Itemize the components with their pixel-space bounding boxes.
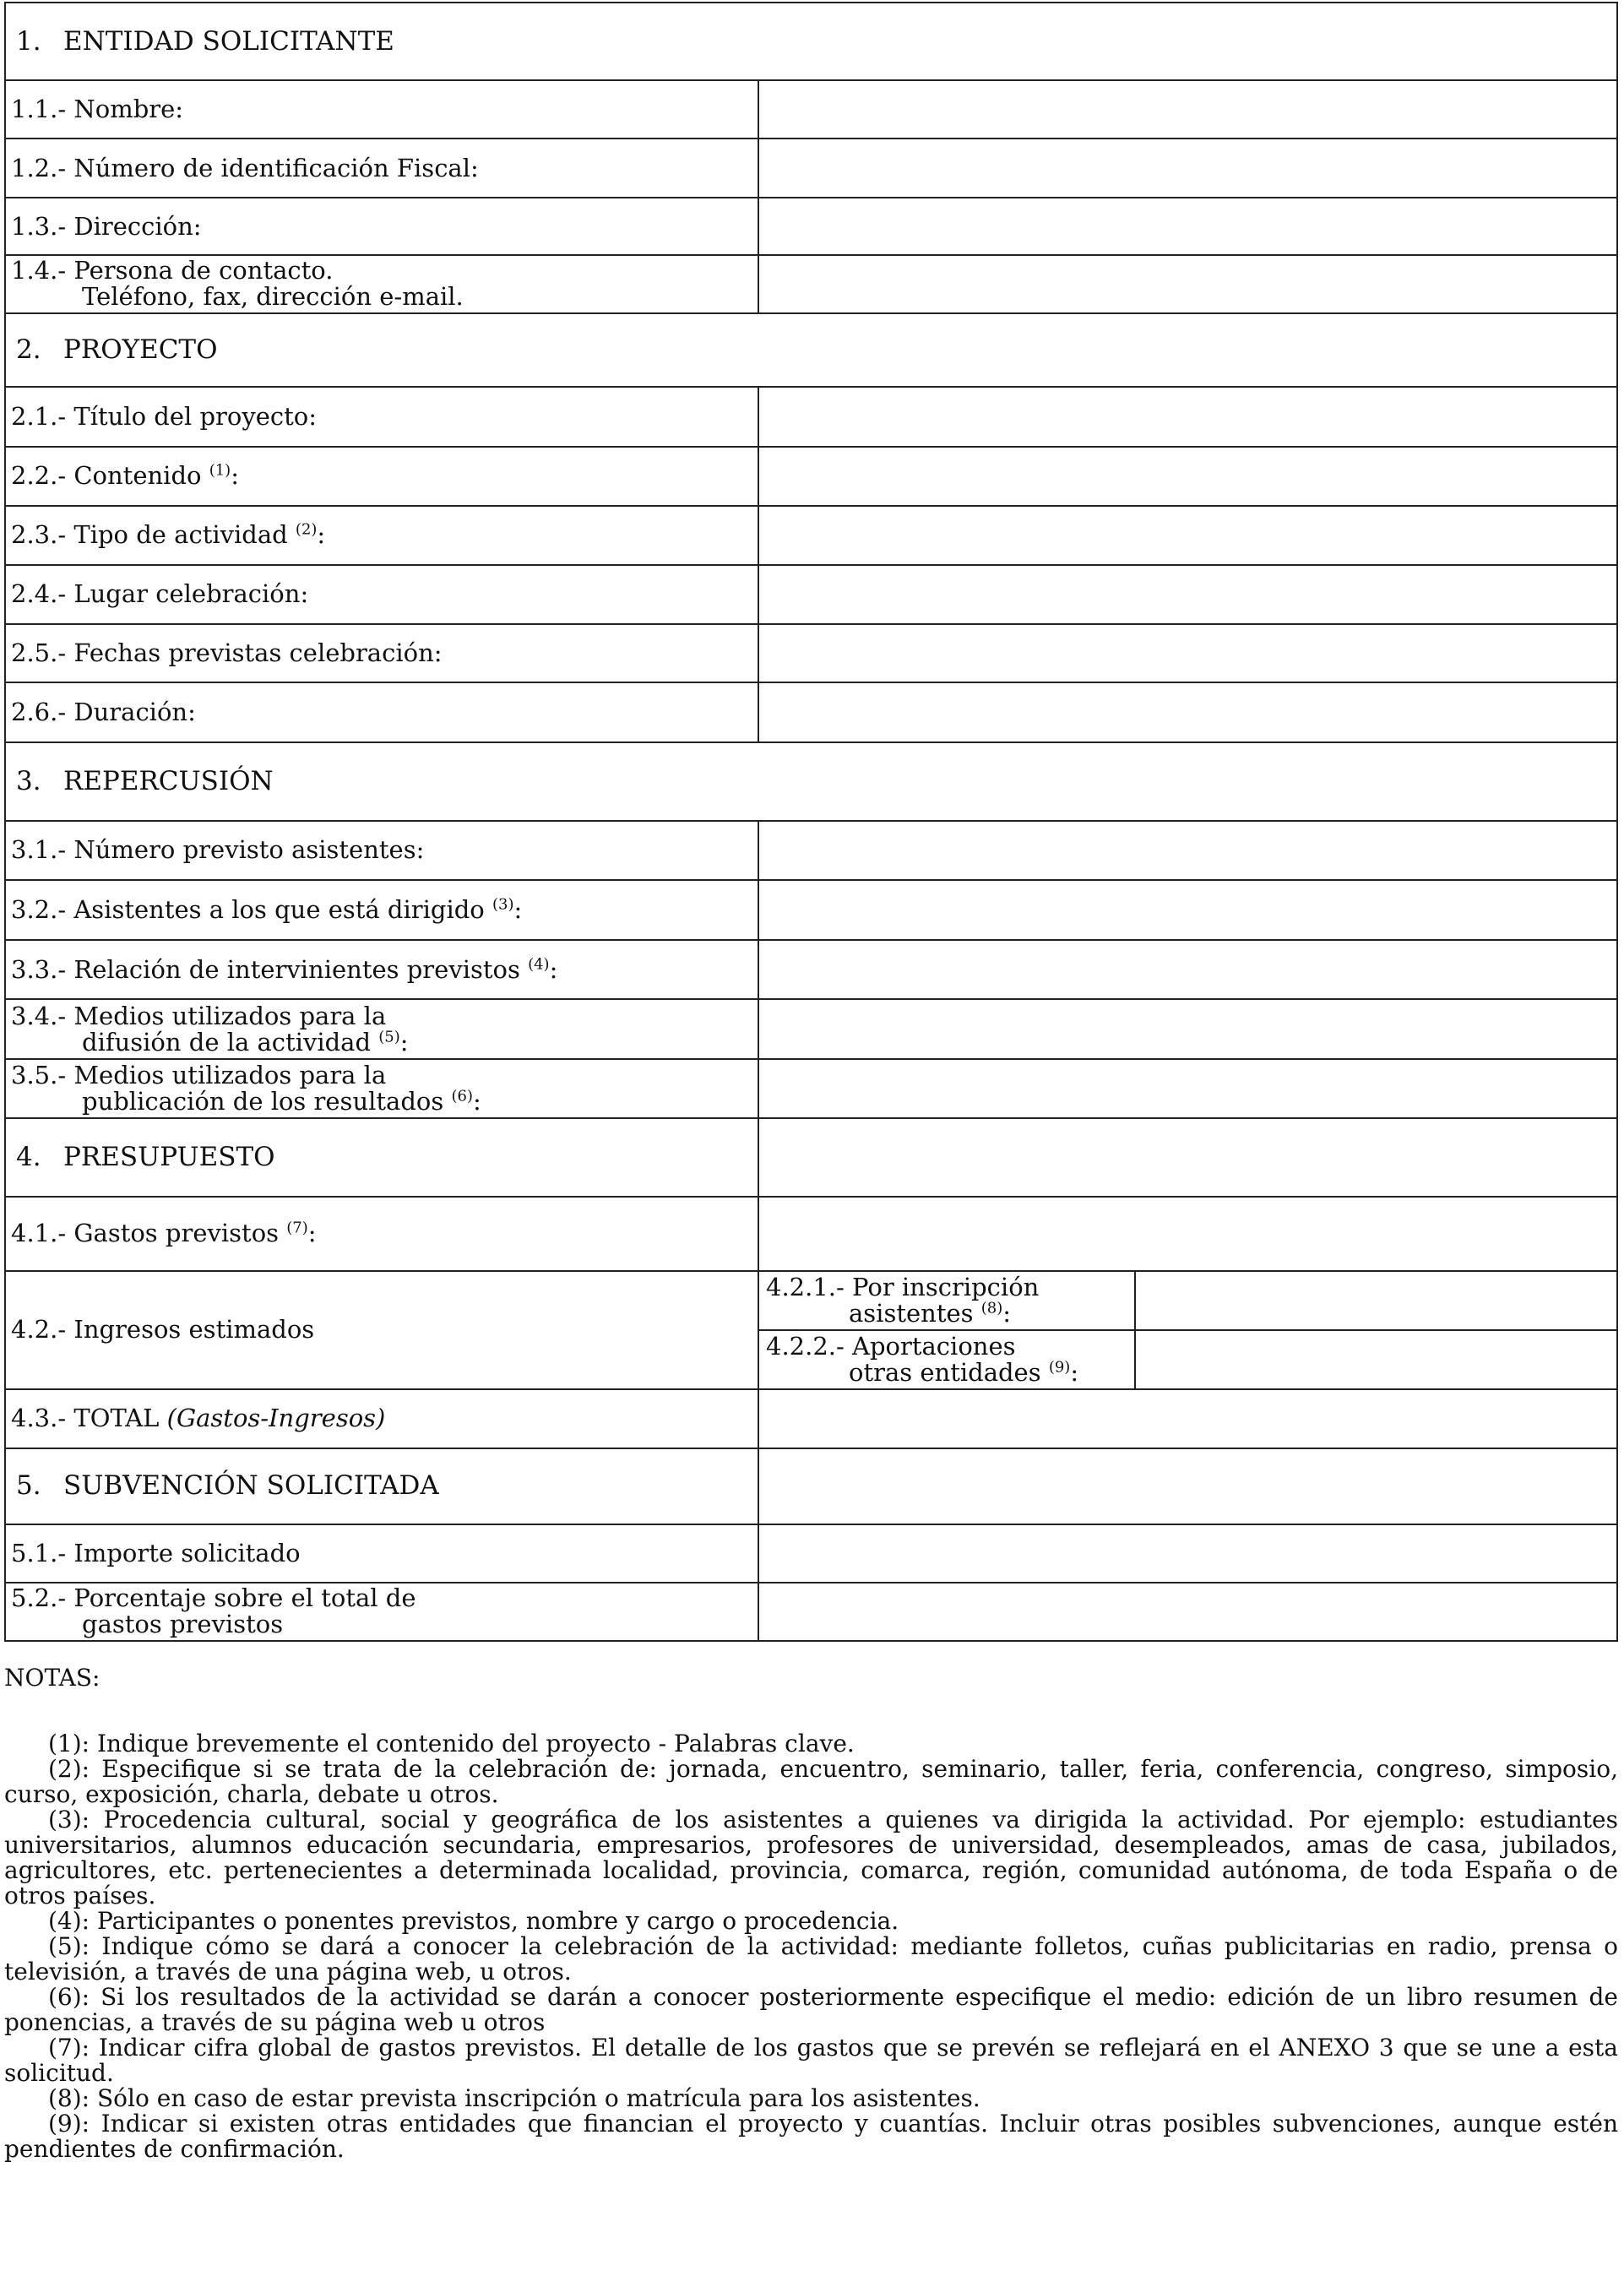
form-row <box>5 999 1617 1059</box>
sub-field-input[interactable] <box>1135 1330 1616 1388</box>
form-row <box>5 821 1617 880</box>
field-input[interactable] <box>758 1448 1617 1524</box>
section-title: 2. PROYECTO <box>5 313 1617 387</box>
field-input[interactable] <box>758 1583 1617 1641</box>
note-item: (1): Indique brevemente el contenido del proyecto - Palabras clave. <box>48 1730 855 1757</box>
form-row <box>5 1583 1617 1641</box>
note-item: (4): Participantes o ponentes previstos, nombre y cargo o procedencia. <box>48 1907 899 1935</box>
sub-row <box>759 1330 1616 1388</box>
form-row <box>5 255 1617 313</box>
field-label: 1.2.- Número de identificación Fiscal: <box>5 139 758 198</box>
field-label: 4.2.- Ingresos estimados <box>5 1271 758 1389</box>
field-input[interactable] <box>758 387 1617 447</box>
field-input[interactable] <box>758 506 1617 565</box>
section-title: 5. SUBVENCIÓN SOLICITADA <box>5 1448 758 1524</box>
sub-field-label: 4.2.1.- Por inscripción asistentes $^{(8)}$: <box>759 1272 1135 1330</box>
field-input[interactable] <box>758 682 1617 742</box>
form-row <box>5 387 1617 447</box>
field-label: 3.5.- Medios utilizados para la publicación de los resultados $^{(6)}$: <box>5 1059 758 1118</box>
field-label: 3.4.- Medios utilizados para la difusión de la actividad $^{(5)}$: <box>5 999 758 1059</box>
field-label: 1.1.- Nombre: <box>5 80 758 139</box>
form-row <box>5 1197 1617 1271</box>
income-subtable <box>759 1272 1616 1388</box>
notes-title: NOTAS: <box>4 1664 100 1692</box>
income-subtable-cell <box>758 1271 1617 1389</box>
field-input[interactable] <box>758 565 1617 624</box>
field-label: 1.4.- Persona de contacto. Teléfono, fax, dirección e-mail. <box>5 255 758 313</box>
field-input[interactable] <box>758 198 1617 255</box>
field-label: 4.3.- TOTAL (Gastos-Ingresos) <box>5 1389 758 1448</box>
field-label: 2.5.- Fechas previstas celebración: <box>5 624 758 683</box>
form-row <box>5 447 1617 506</box>
field-input[interactable] <box>758 139 1617 198</box>
form-row <box>5 198 1617 255</box>
field-label: 5.1.- Importe solicitado <box>5 1524 758 1583</box>
section-title: 1. ENTIDAD SOLICITANTE <box>5 3 1617 80</box>
notes-section <box>4 1665 1618 2162</box>
form-row <box>5 682 1617 742</box>
field-input[interactable] <box>758 940 1617 1000</box>
note-item: (2): Especifique si se trata de la celebración de: jornada, encuentro, seminario, taller, feria, conferencia, congreso, simposio, curso, exposición, charla, debate u otros. <box>4 1755 1618 1808</box>
field-input[interactable] <box>758 1389 1617 1448</box>
field-label: 3.1.- Número previsto asistentes: <box>5 821 758 880</box>
note-item: (3): Procedencia cultural, social y geográfica de los asistentes a quienes va dirigida la actividad. Por ejemplo: estudiantes universitarios, alumnos educación secundaria, empresarios, profesores de universidad, desempleados, amas de casa, jubilados, agricultores, etc. pertenecientes a determinada localidad, provincia, comarca, región, comunidad autónoma, de toda España o de otros países. <box>4 1806 1618 1909</box>
note-item: (8): Sólo en caso de estar prevista inscripción o matrícula para los asistentes. <box>48 2084 980 2112</box>
field-input[interactable] <box>758 1059 1617 1118</box>
form-row <box>5 565 1617 624</box>
form-row <box>5 1059 1617 1118</box>
note-item: (9): Indicar si existen otras entidades que financian el proyecto y cuantías. Incluir otras posibles subvenciones, aunque estén pendientes de confirmación. <box>4 2110 1618 2163</box>
field-label: 3.2.- Asistentes a los que está dirigido $^{(3)}$: <box>5 880 758 940</box>
field-label: 3.3.- Relación de intervinientes previstos $^{(4)}$: <box>5 940 758 1000</box>
sub-field-input[interactable] <box>1135 1272 1616 1330</box>
section-header-row <box>5 742 1617 820</box>
note-item: (6): Si los resultados de la actividad se darán a conocer posteriormente especifique el medio: edición de un libro resumen de ponencias, a través de su página web u otros <box>4 1983 1618 2036</box>
form-row <box>5 940 1617 1000</box>
field-label: 2.6.- Duración: <box>5 682 758 742</box>
field-input[interactable] <box>758 255 1617 313</box>
form-row <box>5 139 1617 198</box>
application-form-table <box>4 2 1618 1642</box>
note-item: (7): Indicar cifra global de gastos previstos. El detalle de los gastos que se prevén se reflejará en el ANEXO 3 que se une a esta solicitud. <box>4 2034 1618 2087</box>
field-label: 2.3.- Tipo de actividad $^{(2)}$: <box>5 506 758 565</box>
field-input[interactable] <box>758 1118 1617 1196</box>
form-row <box>5 624 1617 683</box>
form-row <box>5 80 1617 139</box>
sub-field-label: 4.2.2.- Aportaciones otras entidades $^{(9)}$: <box>766 1331 1079 1387</box>
note-item: (5): Indique cómo se dará a conocer la celebración de la actividad: mediante folletos, cuñas publicitarias en radio, prensa o televisión, a través de una página web, u otros. <box>4 1932 1618 1985</box>
section-title: 4. PRESUPUESTO <box>5 1118 758 1196</box>
field-label: 2.1.- Título del proyecto: <box>5 387 758 447</box>
field-label: 2.4.- Lugar celebración: <box>5 565 758 624</box>
field-input[interactable] <box>758 880 1617 940</box>
field-input[interactable] <box>758 821 1617 880</box>
form-row <box>5 880 1617 940</box>
field-input[interactable] <box>758 999 1617 1059</box>
field-label: 2.2.- Contenido $^{(1)}$: <box>5 447 758 506</box>
sub-row <box>759 1272 1616 1330</box>
section-header-row <box>5 313 1617 387</box>
field-input[interactable] <box>758 1197 1617 1271</box>
form-row <box>5 506 1617 565</box>
section-title: 3. REPERCUSIÓN <box>5 742 1617 820</box>
field-input[interactable] <box>758 624 1617 683</box>
section-header-row <box>5 1118 1617 1196</box>
form-row-income <box>5 1271 1617 1389</box>
field-input[interactable] <box>758 80 1617 139</box>
section-header-row <box>5 1448 1617 1524</box>
form-row <box>5 1524 1617 1583</box>
section-header-row <box>5 3 1617 80</box>
form-row <box>5 1389 1617 1448</box>
field-label: 5.2.- Porcentaje sobre el total de gastos previstos <box>5 1583 758 1641</box>
field-input[interactable] <box>758 1524 1617 1583</box>
field-input[interactable] <box>758 447 1617 506</box>
field-label: 1.3.- Dirección: <box>5 198 758 255</box>
field-label: 4.1.- Gastos previstos $^{(7)}$: <box>5 1197 758 1271</box>
